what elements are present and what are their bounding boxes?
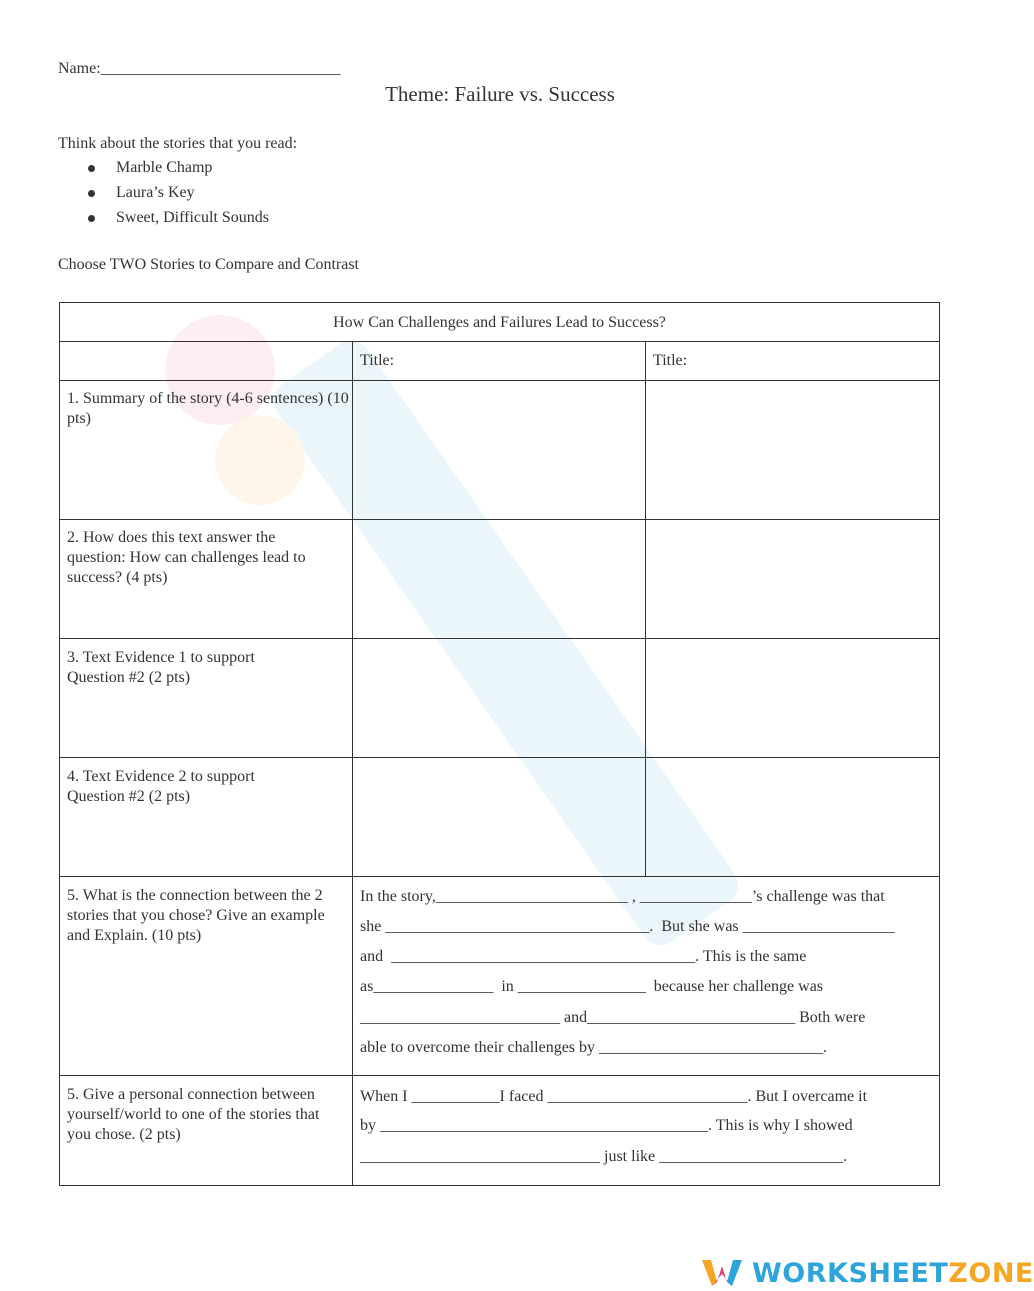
answer-summary-story-1[interactable] bbox=[354, 382, 643, 517]
connection-fill-line[interactable]: In the story,________________________ , ______________’s challenge was that bbox=[360, 888, 885, 905]
answer-evidence-1-story-2[interactable] bbox=[647, 640, 937, 755]
answer-evidence-2-story-1[interactable] bbox=[354, 759, 643, 874]
table-divider bbox=[60, 757, 939, 758]
bullet-icon bbox=[88, 190, 95, 197]
table-divider bbox=[60, 1075, 939, 1076]
row-label-evidence-1: 3. Text Evidence 1 to support Question #2 (2 pts) bbox=[67, 649, 255, 686]
compare-contrast-table bbox=[59, 302, 940, 1186]
list-item: Marble Champ bbox=[58, 158, 269, 183]
worksheetzone-logo-icon bbox=[702, 1256, 742, 1290]
column-divider bbox=[352, 341, 353, 1185]
intro-text: Think about the stories that you read: bbox=[58, 135, 298, 152]
connection-fill-line[interactable]: _________________________ and__________________________ Both were bbox=[360, 1009, 866, 1026]
page-title: Theme: Failure vs. Success bbox=[385, 82, 615, 106]
table-divider bbox=[60, 380, 939, 381]
table-divider bbox=[60, 341, 939, 342]
instruction-text: Choose TWO Stories to Compare and Contrast bbox=[58, 256, 359, 273]
personal-fill-line[interactable]: ______________________________ just like _______________________. bbox=[360, 1148, 848, 1165]
list-item: Sweet, Difficult Sounds bbox=[58, 208, 269, 233]
list-item: Laura’s Key bbox=[58, 183, 269, 208]
bullet-icon bbox=[88, 165, 95, 172]
table-header: How Can Challenges and Failures Lead to Success? bbox=[333, 314, 666, 331]
answer-evidence-2-story-2[interactable] bbox=[647, 759, 937, 874]
connection-fill-line[interactable]: able to overcome their challenges by ____________________________. bbox=[360, 1039, 828, 1056]
bullet-icon bbox=[88, 215, 95, 222]
connection-fill-line[interactable]: she _________________________________. But she was ___________________ bbox=[360, 918, 895, 935]
title-label-story-2: Title: bbox=[653, 352, 688, 369]
connection-fill-line[interactable]: as_______________ in ________________ because her challenge was bbox=[360, 978, 824, 995]
row-label-answer-question: 2. How does this text answer the question: How can challenges lead to success? (4 pts) bbox=[67, 529, 306, 586]
story-list bbox=[58, 158, 269, 233]
row-label-evidence-2: 4. Text Evidence 2 to support Question #2 (2 pts) bbox=[67, 768, 255, 805]
table-divider bbox=[60, 876, 939, 877]
title-input-story-1[interactable] bbox=[410, 345, 635, 375]
row-label-personal-connection: 5. Give a personal connection between yourself/world to one of the stories that you chose. (2 pts) bbox=[67, 1086, 320, 1143]
answer-evidence-1-story-1[interactable] bbox=[354, 640, 643, 755]
name-field[interactable]: Name:______________________________ bbox=[58, 60, 341, 77]
table-divider bbox=[60, 519, 939, 520]
column-divider bbox=[645, 341, 646, 876]
table-divider bbox=[60, 638, 939, 639]
personal-fill-line[interactable]: When I ___________I faced _________________________. But I overcame it bbox=[360, 1088, 868, 1105]
title-input-story-2[interactable] bbox=[700, 345, 930, 375]
row-label-summary: 1. Summary of the story (4-6 sentences) (10 pts) bbox=[67, 390, 349, 427]
connection-fill-line[interactable]: and ______________________________________. This is the same bbox=[360, 948, 807, 965]
answer-question-story-1[interactable] bbox=[354, 521, 643, 636]
row-label-connection: 5. What is the connection between the 2 stories that you chose? Give an example and Explain. (10 pts) bbox=[67, 887, 325, 944]
worksheetzone-watermark: WORKSHEETZONE bbox=[752, 1258, 1034, 1289]
answer-summary-story-2[interactable] bbox=[647, 382, 937, 517]
personal-fill-line[interactable]: by _________________________________________. This is why I showed bbox=[360, 1117, 853, 1134]
answer-question-story-2[interactable] bbox=[647, 521, 937, 636]
title-label-story-1: Title: bbox=[360, 352, 395, 369]
